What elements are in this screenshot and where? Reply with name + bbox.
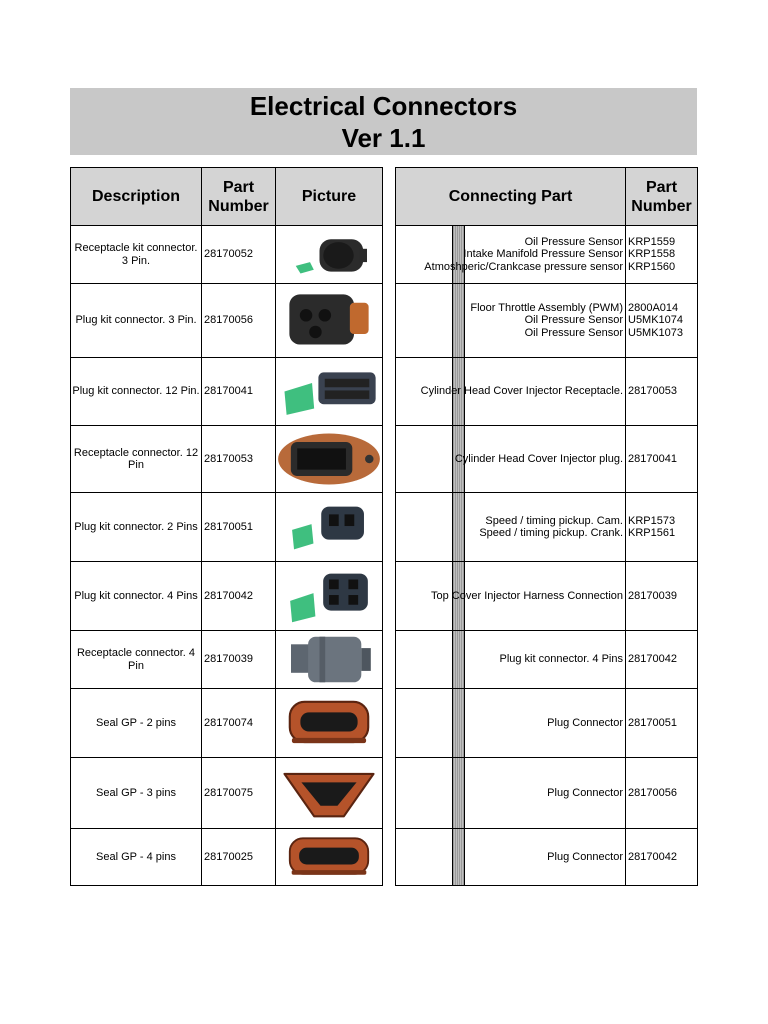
connecting-number-cell bbox=[625, 688, 698, 758]
connecting-part-text: Plug Connector bbox=[547, 786, 623, 799]
connecting-number-lines bbox=[628, 385, 677, 398]
2-pin-plug-icon bbox=[276, 493, 382, 561]
header-part-number-label: Part Number bbox=[208, 178, 269, 215]
part-number-cell bbox=[201, 225, 276, 284]
part-number-text: 28170052 bbox=[204, 248, 253, 261]
connecting-number-lines bbox=[628, 515, 675, 540]
picture-cell bbox=[275, 357, 383, 426]
connecting-part-cell bbox=[395, 828, 626, 886]
description-cell bbox=[70, 283, 202, 358]
connecting-part-text: Atmoshperic/Crankcase pressure sensor bbox=[424, 260, 623, 273]
connecting-part-lines bbox=[499, 653, 623, 666]
part-number-cell bbox=[201, 492, 276, 562]
connecting-part-cell bbox=[395, 688, 626, 758]
description-text: Seal GP - 4 pins bbox=[96, 850, 176, 863]
part-number-cell bbox=[201, 757, 276, 829]
connecting-part-text: Speed / timing pickup. Crank. bbox=[479, 527, 623, 539]
connecting-number-text: 28170042 bbox=[628, 850, 677, 863]
part-number-cell bbox=[201, 561, 276, 631]
description-text: Seal GP - 2 pins bbox=[96, 716, 176, 729]
connecting-part-text: Cylinder Head Cover Injector Receptacle. bbox=[420, 385, 623, 398]
connecting-part-lines bbox=[421, 385, 623, 398]
connecting-part-cell bbox=[395, 757, 626, 829]
connecting-part-lines bbox=[431, 590, 623, 603]
part-number-text: 28170056 bbox=[204, 314, 253, 327]
part-number-text: 28170053 bbox=[204, 452, 253, 465]
connecting-number-text: U5MK1074 bbox=[628, 314, 684, 327]
connecting-number-lines bbox=[628, 653, 677, 666]
connecting-number-lines bbox=[628, 851, 677, 864]
description-cell bbox=[70, 425, 202, 493]
connecting-number-cell bbox=[625, 561, 698, 631]
connecting-number-cell bbox=[625, 425, 698, 493]
header-description bbox=[70, 167, 202, 226]
connecting-part-lines bbox=[455, 453, 623, 466]
part-number-text: 28170051 bbox=[204, 520, 253, 533]
header-connecting-number-label: Part Number bbox=[631, 178, 692, 215]
description-text: Plug kit connector. 4 Pins bbox=[74, 589, 198, 602]
picture-cell bbox=[275, 283, 383, 358]
picture-cell bbox=[275, 561, 383, 631]
connecting-part-cell bbox=[395, 630, 626, 689]
part-number-text: 28170039 bbox=[204, 653, 253, 666]
connecting-number-cell bbox=[625, 357, 698, 426]
part-number-cell bbox=[201, 688, 276, 758]
description-cell bbox=[70, 828, 202, 886]
connecting-number-lines bbox=[628, 717, 677, 730]
description-cell bbox=[70, 357, 202, 426]
connecting-number-text: KRP1558 bbox=[628, 248, 676, 261]
connecting-part-text: Plug Connector bbox=[547, 850, 623, 863]
connecting-number-text: KRP1559 bbox=[628, 235, 676, 248]
connecting-number-lines bbox=[628, 787, 677, 800]
description-cell bbox=[70, 757, 202, 829]
picture-cell bbox=[275, 492, 383, 562]
3-pin-plug-icon bbox=[276, 284, 382, 357]
connecting-part-lines bbox=[547, 717, 623, 730]
12-pin-receptacle-icon bbox=[276, 426, 382, 492]
part-number-cell bbox=[201, 425, 276, 493]
connecting-number-text: 2800A014 bbox=[628, 301, 679, 314]
connecting-number-text: 28170041 bbox=[628, 452, 677, 465]
description-text: Plug kit connector. 3 Pin. bbox=[75, 314, 197, 327]
connecting-part-text: Oil Pressure Sensor bbox=[524, 326, 623, 339]
title-banner bbox=[70, 88, 697, 155]
connecting-part-text: Oil Pressure Sensor bbox=[524, 235, 623, 248]
4-pin-seal-icon bbox=[276, 829, 382, 885]
connecting-part-text: Speed / timing pickup. Cam. bbox=[485, 514, 623, 527]
connecting-part-text: Cylinder Head Cover Injector plug. bbox=[454, 452, 623, 465]
connecting-number-cell bbox=[625, 225, 698, 284]
connecting-number-text: 28170039 bbox=[628, 589, 677, 602]
connecting-number-cell bbox=[625, 630, 698, 689]
part-number-cell bbox=[201, 630, 276, 689]
connecting-number-text: 28170042 bbox=[628, 653, 677, 666]
part-number-text: 28170025 bbox=[204, 850, 253, 863]
2-pin-seal-icon bbox=[276, 689, 382, 757]
connecting-number-lines bbox=[628, 453, 677, 466]
picture-cell bbox=[275, 425, 383, 493]
description-text: Receptacle kit connector. 3 Pin. bbox=[74, 242, 198, 267]
part-number-text: 28170042 bbox=[204, 589, 253, 602]
connecting-part-lines bbox=[547, 851, 623, 864]
picture-cell bbox=[275, 630, 383, 689]
description-text: Seal GP - 3 pins bbox=[96, 786, 176, 799]
description-text: Receptacle connector. 12 Pin bbox=[73, 446, 199, 471]
connecting-number-cell bbox=[625, 492, 698, 562]
connecting-part-cell bbox=[395, 283, 626, 358]
connecting-part-cell bbox=[395, 561, 626, 631]
connecting-part-text: Floor Throttle Assembly (PWM) bbox=[470, 301, 623, 314]
connecting-number-lines bbox=[628, 590, 677, 603]
description-text: Plug kit connector. 2 Pins bbox=[74, 520, 198, 533]
header-description-label: Description bbox=[91, 188, 180, 205]
picture-cell bbox=[275, 757, 383, 829]
header-picture-label: Picture bbox=[301, 188, 357, 205]
12-pin-plug-icon bbox=[276, 358, 382, 425]
part-number-text: 28170041 bbox=[204, 385, 253, 398]
connecting-number-cell bbox=[625, 757, 698, 829]
header-picture bbox=[275, 167, 383, 226]
connecting-part-cell bbox=[395, 425, 626, 493]
connecting-number-text: KRP1560 bbox=[628, 260, 676, 273]
part-number-text: 28170075 bbox=[204, 786, 253, 799]
description-text: Receptacle connector. 4 Pin bbox=[76, 647, 196, 672]
part-number-cell bbox=[201, 283, 276, 358]
header-connecting-number bbox=[625, 167, 698, 226]
connecting-number-lines bbox=[628, 236, 675, 274]
header-connecting-part bbox=[395, 167, 626, 226]
description-cell bbox=[70, 225, 202, 284]
3-pin-receptacle-icon bbox=[276, 226, 382, 283]
connecting-part-cell bbox=[395, 357, 626, 426]
connecting-number-text: 28170053 bbox=[628, 385, 677, 398]
connecting-number-cell bbox=[625, 283, 698, 358]
picture-cell bbox=[275, 225, 383, 284]
4-pin-receptacle-icon bbox=[276, 631, 382, 688]
part-number-text: 28170074 bbox=[204, 716, 253, 729]
connecting-part-lines bbox=[547, 787, 623, 800]
connecting-part-cell bbox=[395, 225, 626, 284]
connecting-number-cell bbox=[625, 828, 698, 886]
connecting-part-lines bbox=[424, 236, 623, 274]
connecting-part-lines bbox=[470, 302, 623, 340]
description-text: Plug kit connector. 12 Pin. bbox=[72, 385, 200, 398]
connecting-part-cell bbox=[395, 492, 626, 562]
description-cell bbox=[70, 561, 202, 631]
picture-cell bbox=[275, 828, 383, 886]
connecting-part-text: Intake Manifold Pressure Sensor bbox=[463, 248, 623, 261]
connecting-number-text: KRP1573 bbox=[628, 514, 676, 527]
description-cell bbox=[70, 688, 202, 758]
connecting-part-text: Top Cover Injector Harness Connection bbox=[431, 589, 623, 602]
connecting-part-text: Plug Connector bbox=[547, 716, 623, 729]
part-number-cell bbox=[201, 828, 276, 886]
connecting-number-lines bbox=[628, 302, 683, 340]
header-connecting-part-label: Connecting Part bbox=[448, 188, 573, 205]
picture-cell bbox=[275, 688, 383, 758]
part-number-cell bbox=[201, 357, 276, 426]
connecting-part-text: Oil Pressure Sensor bbox=[524, 314, 623, 327]
description-cell bbox=[70, 492, 202, 562]
4-pin-plug-icon bbox=[276, 562, 382, 630]
connecting-part-text: Plug kit connector. 4 Pins bbox=[499, 653, 623, 666]
connecting-number-text: U5MK1073 bbox=[628, 326, 684, 339]
page-subtitle: Ver 1.1 bbox=[341, 123, 426, 153]
header-part-number bbox=[201, 167, 276, 226]
connecting-number-text: 28170051 bbox=[628, 716, 677, 729]
connecting-number-text: 28170056 bbox=[628, 786, 677, 799]
3-pin-seal-icon bbox=[276, 758, 382, 828]
connecting-part-lines bbox=[479, 515, 623, 540]
connecting-number-text: KRP1561 bbox=[628, 527, 676, 539]
page-title: Electrical Connectors bbox=[249, 91, 518, 121]
description-cell bbox=[70, 630, 202, 689]
